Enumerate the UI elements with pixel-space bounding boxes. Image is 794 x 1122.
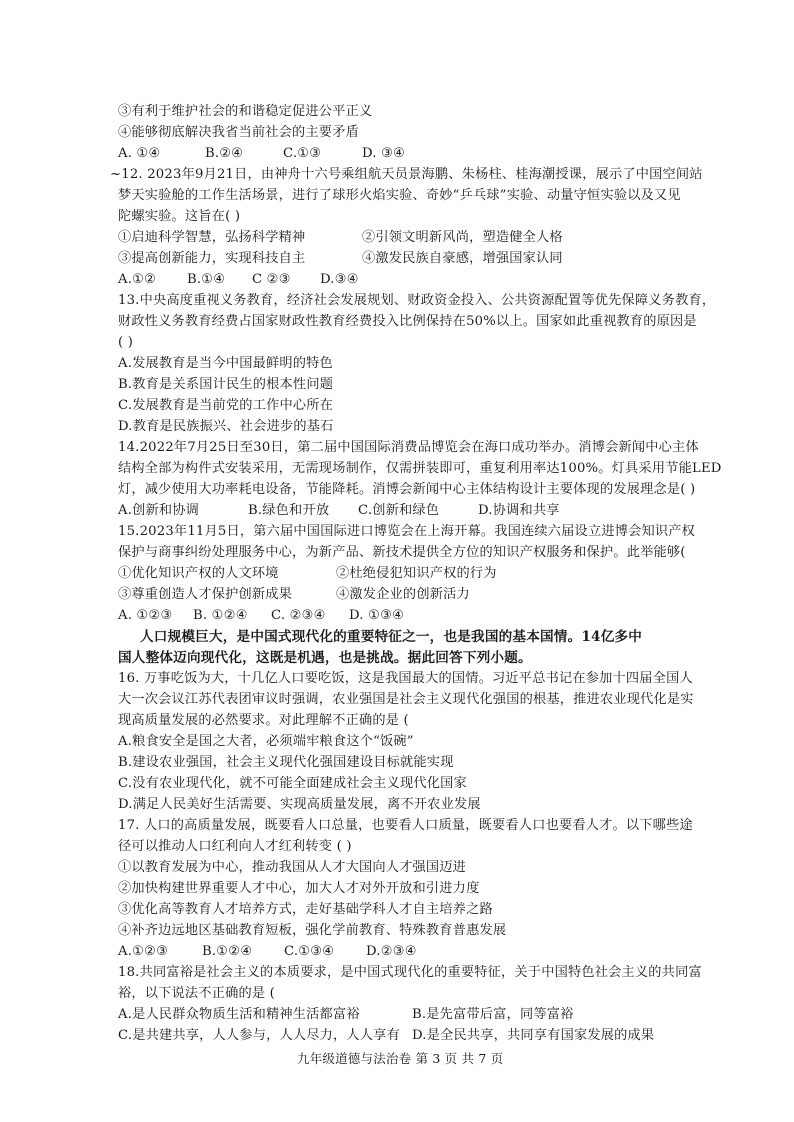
q16-option-d: D.满足人民美好生活需要、实现高质量发展，离不开农业发展 bbox=[118, 797, 481, 812]
q16-stem-line-3: 现高质量发展的必然要求。对此理解不正确的是 ( bbox=[118, 713, 409, 728]
q12-item-3: ③提高创新能力，实现科技自主 bbox=[118, 251, 306, 266]
q12-item-4: ④激发民族自豪感，增强国家认同 bbox=[362, 251, 563, 266]
q13-option-a: A.发展教育是当今中国最鲜明的特色 bbox=[118, 356, 333, 371]
q17-item-3: ③优化高等教育人才培养方式，走好基础学科人才自主培养之路 bbox=[118, 902, 493, 917]
q18-option-d: D.是全民共享，共同享有国家发展的成果 bbox=[412, 1028, 655, 1043]
q18-stem-line-1: 18.共同富裕是社会主义的本质要求，是中国式现代化的重要特征，关于中国特色社会主义的共同富 bbox=[118, 965, 702, 980]
q14-stem-line-1: 14.2022年7月25日至30日，第二届中国国际消费品博览会在海口成功举办。消博会新闻中心主体 bbox=[118, 440, 699, 455]
q17-stem-line-2: 径可以推动人口红利向人才红利转变 ( ) bbox=[118, 839, 352, 854]
q13-option-b: B.教育是关系国计民生的根本性问题 bbox=[118, 377, 334, 392]
q17-item-2: ②加快构建世界重要人才中心，加大人才对外开放和引进力度 bbox=[118, 881, 480, 896]
q12-stem-line-2: 梦天实验舱的工作生活场景，进行了球形火焰实验、奇妙“乒乓球”实验、动量守恒实验以及又见 bbox=[118, 188, 681, 203]
q16-option-b: B.建设农业强国，社会主义现代化强国建设目标就能实现 bbox=[118, 755, 454, 770]
q12-stem-line-3: 陀螺实验。这旨在( ) bbox=[118, 209, 241, 224]
q17-item-1: ①以教育发展为中心，推动我国从人才大国向人才强国迈进 bbox=[118, 860, 467, 875]
q11-item-3: ③有利于维护社会的和谐稳定促进公平正义 bbox=[118, 104, 373, 119]
q17-option-b: B.①②④ bbox=[202, 944, 253, 959]
q16-stem-line-1: 16. 万事吃饭为大，十几亿人口要吃饭，这是我国最大的国情。习近平总书记在参加十四届全国人 bbox=[118, 671, 693, 686]
q14-stem-line-3: 灯，减少使用大功率耗电设备，节能降耗。消博会新闻中心主体结构设计主要体现的发展理念是( ) bbox=[118, 482, 696, 497]
q14-stem-line-2: 结构全部为构件式安装采用，无需现场制作，仅需拼装即可，重复利用率达100%。灯具采用节能LED bbox=[118, 461, 722, 476]
q17-item-4: ④补齐边远地区基础教育短板，强化学前教育、特殊教育普惠发展 bbox=[118, 923, 507, 938]
q16-option-c: C.没有农业现代化，就不可能全面建成社会主义现代化国家 bbox=[118, 776, 467, 791]
q15-item-1: ①优化知识产权的人文环境 bbox=[118, 566, 279, 581]
q15-item-3: ③尊重创造人才保护创新成果 bbox=[118, 587, 293, 602]
q12-item-2: ②引领文明新风尚，塑造健全人格 bbox=[362, 230, 563, 245]
q12-option-d: D.③④ bbox=[320, 272, 359, 287]
q14-option-c: C.创新和绿色 bbox=[358, 503, 440, 518]
q15-option-b: B. ①②④ bbox=[193, 608, 248, 623]
q14-option-a: A.创新和协调 bbox=[118, 503, 200, 518]
material-line-1: 人口规模巨大，是中国式现代化的重要特征之一，也是我国的基本国情。14亿多中 bbox=[140, 629, 643, 645]
q11-option-d: D. ③④ bbox=[362, 146, 406, 161]
q18-option-c: C.是共建共享，人人参与，人人尽力，人人享有 bbox=[118, 1028, 400, 1043]
q17-option-d: D.②③④ bbox=[366, 944, 417, 959]
q14-option-b: B.绿色和开放 bbox=[248, 503, 330, 518]
q15-item-4: ④激发企业的创新活力 bbox=[336, 587, 470, 602]
q15-option-d: D. ①③④ bbox=[349, 608, 405, 623]
q18-option-a: A.是人民群众物质生活和精神生活都富裕 bbox=[118, 1007, 360, 1022]
q11-option-a: A. ①④ bbox=[118, 146, 161, 161]
q12-item-1: ①启迪科学智慧，弘扬科学精神 bbox=[118, 230, 306, 245]
q12-option-b: B.①④ bbox=[187, 272, 226, 287]
q12-option-c: C ②③ bbox=[252, 272, 291, 287]
q11-option-b: B.②④ bbox=[205, 146, 244, 161]
q15-item-2: ②杜绝侵犯知识产权的行为 bbox=[336, 566, 497, 581]
q13-stem-line-2: 财政性义务教育经费占国家财政性教育经费投入比例保持在50%以上。国家如此重视教育的原因是 bbox=[118, 314, 697, 329]
q18-option-b: B.是先富带后富，同等富裕 bbox=[412, 1007, 574, 1022]
q16-stem-line-2: 大一次会议江苏代表团审议时强调，农业强国是社会主义现代化强国的根基，推进农业现代化是实 bbox=[118, 692, 694, 707]
q16-option-a: A.粮食安全是国之大者，必须端牢粮食这个“饭碗” bbox=[118, 734, 414, 749]
q15-stem-line-2: 保护与商事纠纷处理服务中心，为新产品、新技术提供全方位的知识产权服务和保护。此举能够( bbox=[118, 545, 686, 560]
q15-option-c: C. ②③④ bbox=[271, 608, 326, 623]
q11-option-c: C.①③ bbox=[283, 146, 322, 161]
q13-option-c: C.发展教育是当前党的工作中心所在 bbox=[118, 398, 334, 413]
q18-stem-line-2: 裕，以下说法不正确的是 ( bbox=[118, 986, 275, 1001]
q11-item-4: ④能够彻底解决我省当前社会的主要矛盾 bbox=[118, 125, 359, 140]
q15-option-a: A. ①②③ bbox=[118, 608, 173, 623]
q12-stem-line-1: ~12. 2023年9月21日，由神舟十六号乘组航天员景海鹏、朱杨柱、桂海潮授课，展示了中国空间站 bbox=[110, 167, 703, 182]
q13-option-d: D.教育是民族振兴、社会进步的基石 bbox=[118, 419, 334, 434]
q17-option-a: A.①②③ bbox=[118, 944, 169, 959]
q17-option-c: C.①③④ bbox=[284, 944, 335, 959]
material-line-2: 国人整体迈向现代化，这既是机遇，也是挑战。据此回答下列小题。 bbox=[118, 650, 532, 666]
q17-stem-line-1: 17. 人口的高质量发展，既要看人口总量，也要看人口质量，既要看人口也要看人才。以下哪些途 bbox=[118, 818, 693, 833]
q13-stem-line-3: ( ) bbox=[118, 335, 134, 350]
page-footer: 九年级道德与法治卷 第 3 页 共 7 页 bbox=[297, 1051, 504, 1066]
q13-stem-line-1: 13.中央高度重视义务教育，经济社会发展规划、财政资金投入、公共资源配置等优先保障义务教育， bbox=[118, 293, 716, 308]
q15-stem-line-1: 15.2023年11月5日，第六届中国国际进口博览会在上海开幕。我国连续六届设立进博会知识产权 bbox=[118, 524, 696, 539]
q12-option-a: A.①② bbox=[118, 272, 157, 287]
q14-option-d: D.协调和共享 bbox=[478, 503, 560, 518]
